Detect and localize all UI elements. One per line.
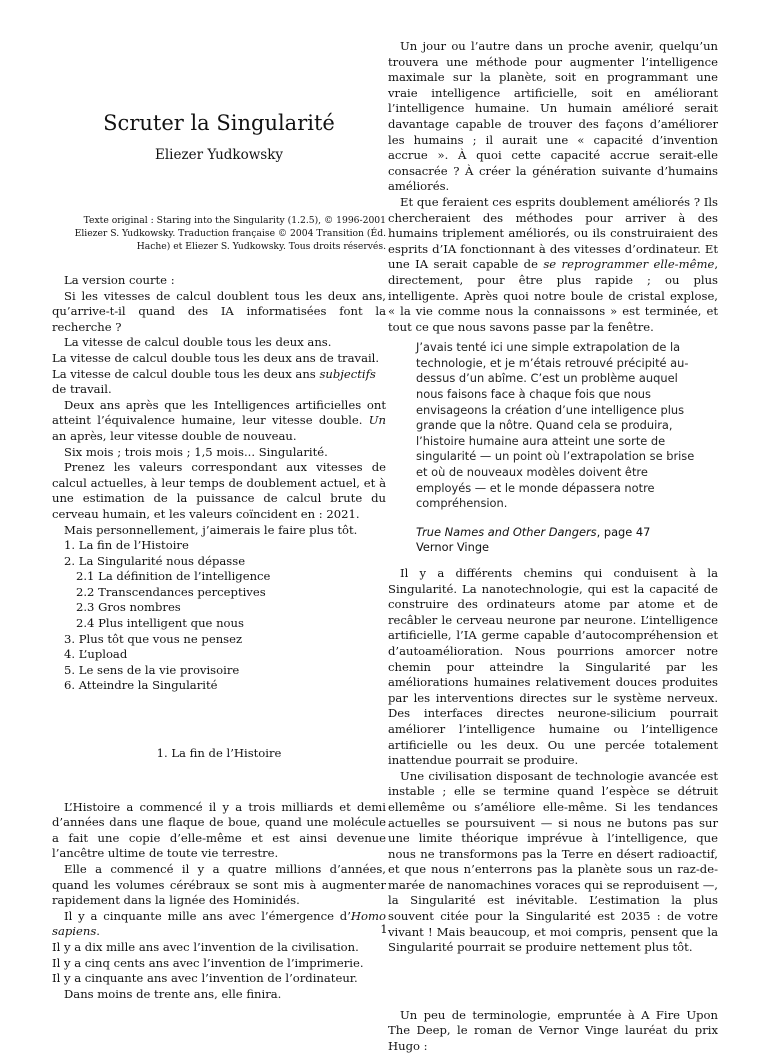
table-of-contents (52, 538, 386, 694)
toc-item[interactable]: 6. Atteindre la Singularité (64, 678, 218, 693)
paragraph: Un jour ou l’autre dans un proche avenir, quelqu’un trouvera une méthode pour augmenter l’intelligence maximale sur la planète, soit en programmant une vraie intelligence artificielle, soit en améliorant l’intelligence humaine. Un humain amélioré serait davantage capable de trouver des façons d’améliorer les humains ; il aurait une « capacité d’invention accrue ». À quoi cette capacité accrue serait-elle consacrée ? À créer la génération suivante d’humains améliorés. (388, 39, 718, 194)
document-title: Scruter la Singularité (103, 111, 335, 135)
title-block (52, 110, 386, 164)
paragraph: Il y a différents chemins qui conduisent à la Singularité. La nanotechnologie, qui est la capacité de construire des ordinateurs atome par atome et de recâbler le cerveau neurone par neurone. L’intelligence artificielle, l’IA germe capable d’autocompréhension et d’autoamélioration. Nous pourrions amorcer notre chemin pour atteindre la Singularité par les améliorations humaines relativement douces produites par les interventions directes sur le système nerveux. Des interfaces directes neurone-silicium pourrait améliorer l’intelligence humaine ou l’intelligence artificielle ou les deux. Ou une percée totalement inattendue pourrait se produire. (388, 566, 718, 768)
paragraph: L’Histoire a commencé il y a trois milliards et demi d’années dans une flaque de boue, quand une molécule a fait une copie d’elle-même et est ainsi devenue l’ancêtre ultime de toute vie terrestre. (52, 799, 386, 861)
toc-item[interactable]: 2. La Singularité nous dépasse (64, 553, 246, 568)
right-column (388, 39, 718, 1055)
copyright-line: Hache) et Eliezer S. Yudkowsky. Tous droits réservés. (136, 241, 386, 252)
block-quote (416, 340, 706, 512)
toc-subitem[interactable]: 2.1 La définition de l’intelligence (76, 569, 271, 584)
paragraph: Elle a commencé il y a quatre millions d’années, quand les volumes cérébraux se sont mis à augmenter rapidement dans la lignée des Hominidés. (52, 862, 386, 908)
copyright-line: Eliezer S. Yudkowsky. Traduction française © 2004 Transition (Éd. (74, 228, 386, 239)
citation-page: , page 47 (596, 524, 651, 539)
citation-book-title: True Names and Other Dangers (416, 524, 597, 539)
paragraph: Un peu de terminologie, empruntée à A Fire Upon The Deep, le roman de Vernor Vinge lauréat du prix Hugo : (388, 1007, 718, 1054)
paragraph: Mais personnellement, j’aimerais le faire plus tôt. (64, 522, 358, 537)
toc-item[interactable]: 3. Plus tôt que vous ne pensez (64, 631, 243, 646)
quote-citation (416, 525, 718, 556)
toc-subitem[interactable]: 2.2 Transcendances perceptives (76, 584, 266, 599)
quote-text: J’avais tenté ici une simple extrapolation de la technologie, et je m’étais retrouvé précipité au-dessus d’un abîme. C’est un problème auquel nous faisons face à chaque fois que nous envisageons la création d’une intelligence plus grande que la nôtre. Quand cela se produira, l’histoire humaine aura atteint une sorte de singularité — un point où l’extrapolation se brise et où de nouveaux modèles doivent être employés — et le monde dépassera notre compréhension. (416, 340, 695, 511)
paragraph: Il y a cinquante ans avec l’invention de l’ordinateur. (52, 971, 358, 986)
paragraph: Une civilisation disposant de technologie avancée est instable ; elle se termine quand l’espèce se détruit ellemême ou s’améliore elle-même. Si les tendances actuelles se poursuivent — si nous ne butons pas sur une limite théorique imprévue à l’intelligence, que nous ne transformons pas la Terre en désert radioactif, et que nous n’enterrons pas la planète sous un raz-de-marée de nanomachines voraces qui se reproduisent —, la Singularité est inévitable. L’estimation la plus souvent citée pour la Singularité est 2035 : de votre vivant ! Mais beaucoup, et moi compris, pensent que la Singularité pourrait se produire nettement plus tôt. (388, 768, 718, 955)
paragraph: Deux ans après que les Intelligences artificielles ont atteint l’équivalence humaine, leur vitesse double. Un an après, leur vitesse double de nouveau. (52, 397, 386, 443)
copyright-notice (52, 214, 386, 253)
document-author: Eliezer Yudkowsky (155, 147, 283, 163)
section-heading: 1. La fin de l’Histoire (156, 746, 282, 761)
left-column (52, 100, 386, 1002)
paragraph: Il y a cinquante mille ans avec l’émergence d’Homo sapiens. (52, 908, 386, 939)
paragraph: Six mois ; trois mois ; 1,5 mois... Singularité. (64, 444, 328, 459)
toc-subitem[interactable]: 2.3 Gros nombres (76, 600, 181, 615)
page-number: 1 (380, 922, 388, 936)
paragraph: Et que feraient ces esprits doublement améliorés ? Ils chercheraient des méthodes pour arriver à des humains triplement améliorés, ou ils construiraient des esprits d’IA fonctionnant à des vitesses d’ordinateur. Et une IA serait capable de se reprogrammer elle-même, directement, pour être plus rapide ; ou plus intelligente. Après quoi notre boule de cristal explose, « la vie comme nous la connaissons » est terminée, et tout ce que nous savons passe par la fenêtre. (388, 194, 718, 334)
paragraph: La vitesse de calcul double tous les deux ans de travail. (52, 350, 380, 365)
emphasis: se reprogrammer elle-même (543, 257, 715, 272)
paragraph: La version courte : (64, 273, 175, 287)
paragraph: Dans moins de trente ans, elle finira. (64, 986, 282, 1001)
emphasis: subjectifs (319, 366, 376, 381)
paragraph: La vitesse de calcul double tous les deux ans. (64, 335, 332, 350)
citation-source (416, 525, 718, 541)
paragraph: Si les vitesses de calcul doublent tous les deux ans, qu’arrive-t-il quand des IA informatisées font la recherche ? (52, 288, 386, 334)
paragraph: Il y a dix mille ans avec l’invention de la civilisation. (52, 939, 359, 954)
copyright-line: Texte original : Staring into the Singularity (1.2.5), © 1996-2001 (83, 215, 386, 226)
toc-item[interactable]: 1. La fin de l’Histoire (64, 538, 189, 553)
toc-item[interactable]: 5. Le sens de la vie provisoire (64, 662, 240, 677)
citation-author: Vernor Vinge (416, 540, 490, 555)
paragraph: Il y a cinq cents ans avec l’invention de l’imprimerie. (52, 955, 364, 970)
emphasis: Homo sapiens (52, 908, 386, 939)
toc-subitem[interactable]: 2.4 Plus intelligent que nous (76, 616, 244, 631)
paragraph: La vitesse de calcul double tous les deux ans subjectifs de travail. (52, 366, 376, 397)
toc-item[interactable]: 4. L’upload (64, 647, 128, 662)
paragraph: Prenez les valeurs correspondant aux vitesses de calcul actuelles, à leur temps de doublement actuel, et à une estimation de la puissance de calcul brute du cerveau humain, et les valeurs coïncident en : 2021. (52, 460, 386, 521)
emphasis: Un (368, 413, 386, 428)
